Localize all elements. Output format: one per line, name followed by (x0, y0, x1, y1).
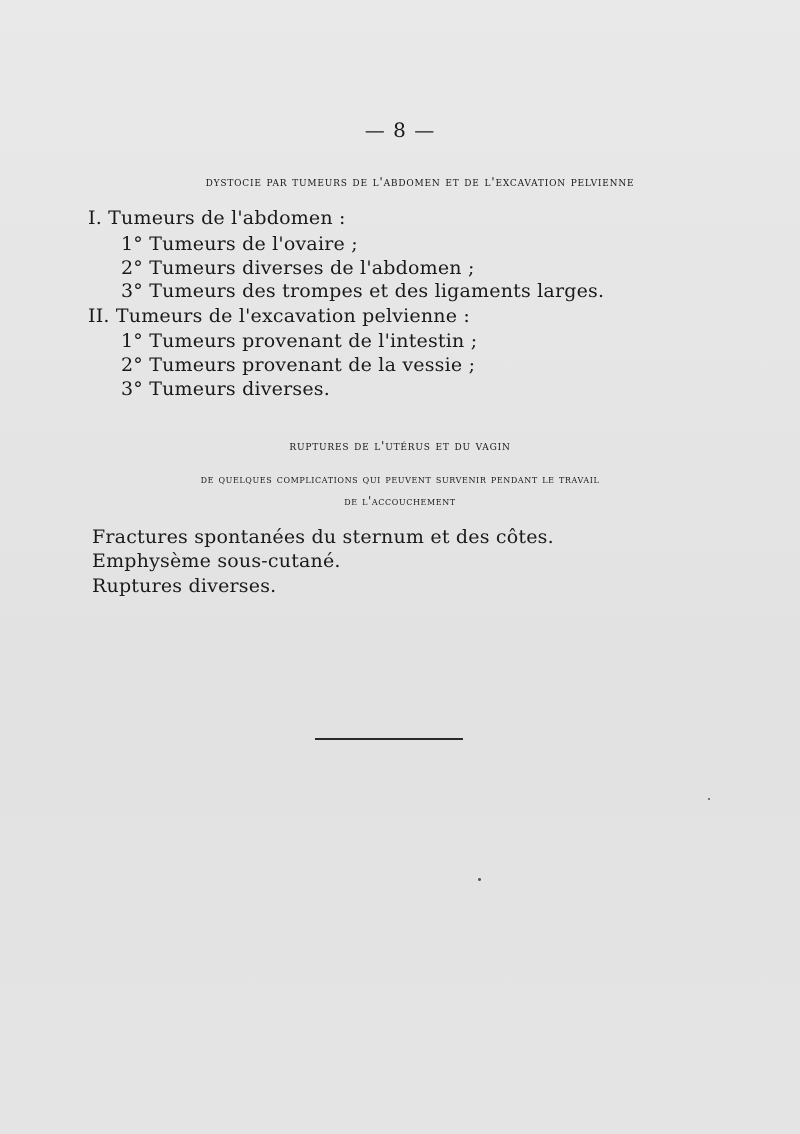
list-item: 1° Tumeurs de l'ovaire ; (121, 233, 358, 255)
list-item: 3° Tumeurs des trompes et des ligaments larges. (121, 280, 605, 302)
paper-speck (478, 878, 481, 881)
list-item: I. Tumeurs de l'abdomen : (88, 207, 346, 229)
list-item: Ruptures diverses. (92, 575, 277, 597)
section-title-ruptures: ruptures de l'utérus et du vagin (289, 438, 511, 453)
page-number: — 8 — (364, 118, 436, 142)
list-item: Emphysème sous-cutané. (92, 550, 341, 572)
list-item: Fractures spontanées du sternum et des côtes. (92, 526, 554, 548)
end-rule-divider (315, 738, 463, 740)
list-item: 2° Tumeurs provenant de la vessie ; (121, 354, 476, 376)
paper-speck (708, 798, 710, 800)
section-title-complications-line-1: de quelques complications qui peuvent survenir pendant le travail (200, 472, 600, 486)
list-item: 3° Tumeurs diverses. (121, 378, 330, 400)
list-item: 2° Tumeurs diverses de l'abdomen ; (121, 257, 475, 279)
list-item: 1° Tumeurs provenant de l'intestin ; (121, 330, 478, 352)
section-title-complications-line-2: de l'accouchement (344, 494, 456, 508)
section-title-dystocie: dystocie par tumeurs de l'abdomen et de l'excavation pelvienne (205, 174, 635, 189)
list-item: II. Tumeurs de l'excavation pelvienne : (88, 305, 471, 327)
